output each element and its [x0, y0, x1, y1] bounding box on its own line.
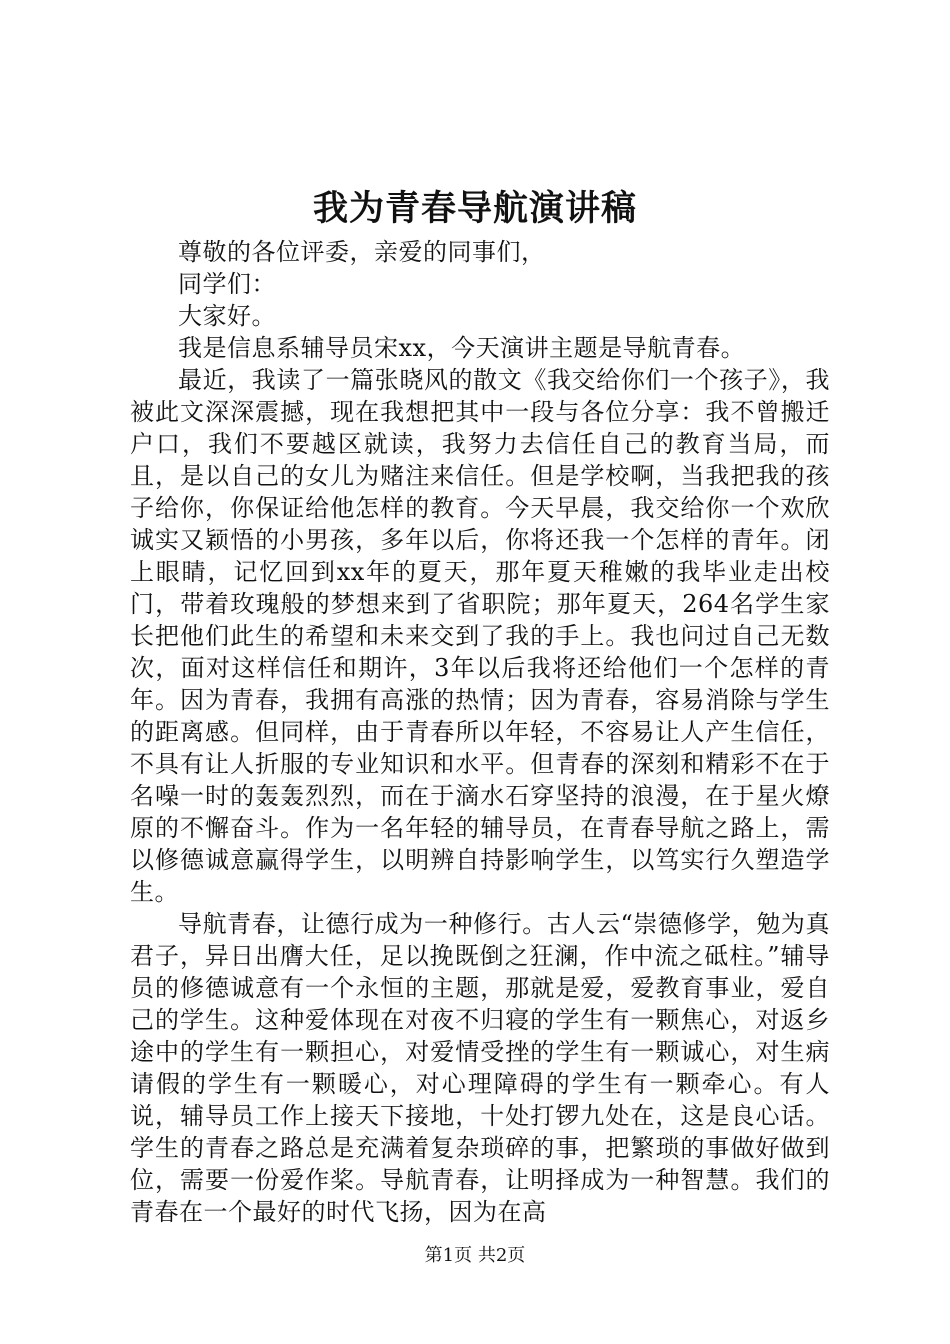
document-body: [130, 236, 830, 1228]
body-paragraph: 最近，我读了一篇张晓风的散文《我交给你们一个孩子》，我被此文深深震撼，现在我想把其中一段与各位分享：我不曾搬迁户口，我们不要越区就读，我努力去信任自己的教育当局，而且，是以自己的女儿为赌注来信任。但是学校啊，当我把我的孩子给你，你保证给他怎样的教育。今天早晨，我交给你一个欢欣诚实又颖悟的小男孩，多年以后，你将还我一个怎样的青年。闭上眼睛，记忆回到xx年的夏天，那年夏天稚嫩的我毕业走出校门，带着玫瑰般的梦想来到了省职院；那年夏天，264名学生家长把他们此生的希望和未来交到了我的手上。我也问过自己无数次，面对这样信任和期许，3年以后我将还给他们一个怎样的青年。因为青春，我拥有高涨的热情；因为青春，容易消除与学生的距离感。但同样，由于青春所以年轻，不容易让人产生信任，不具有让人折服的专业知识和水平。但青春的深刻和精彩不在于名噪一时的轰轰烈烈，而在于滴水石穿坚持的浪漫，在于星火燎原的不懈奋斗。作为一名年轻的辅导员，在青春导航之路上，需以修德诚意赢得学生，以明辨自持影响学生，以笃实行久塑造学生。: [130, 366, 830, 906]
body-paragraph: 导航青春，让德行成为一种修行。古人云“崇德修学，勉为真君子，异日出膺大任，足以挽既倒之狂澜，作中流之砥柱。”辅导员的修德诚意有一个永恒的主题，那就是爱，爱教育事业，爱自己的学生。这种爱体现在对夜不归寝的学生有一颗焦心，对返乡途中的学生有一颗担心，对爱情受挫的学生有一颗诚心，对生病请假的学生有一颗暖心，对心理障碍的学生有一颗牵心。有人说，辅导员工作上接天下接地，十处打锣九处在，这是良心话。学生的青春之路总是充满着复杂琐碎的事，把繁琐的事做好做到位，需要一份爱作桨。导航青春，让明择成为一种智慧。我们的青春在一个最好的时代飞扬，因为在高: [130, 910, 830, 1226]
salutation-line: 同学们：: [178, 270, 276, 298]
salutation-line: 尊敬的各位评委，亲爱的同事们，: [178, 238, 546, 266]
document-title: 我为青春导航演讲稿: [312, 188, 637, 229]
greeting-line: 大家好。: [178, 302, 276, 330]
introduction-paragraph: 我是信息系辅导员宋xx，今天演讲主题是导航青春。: [178, 334, 746, 362]
page-footer: 第1页 共2页: [424, 1245, 526, 1266]
